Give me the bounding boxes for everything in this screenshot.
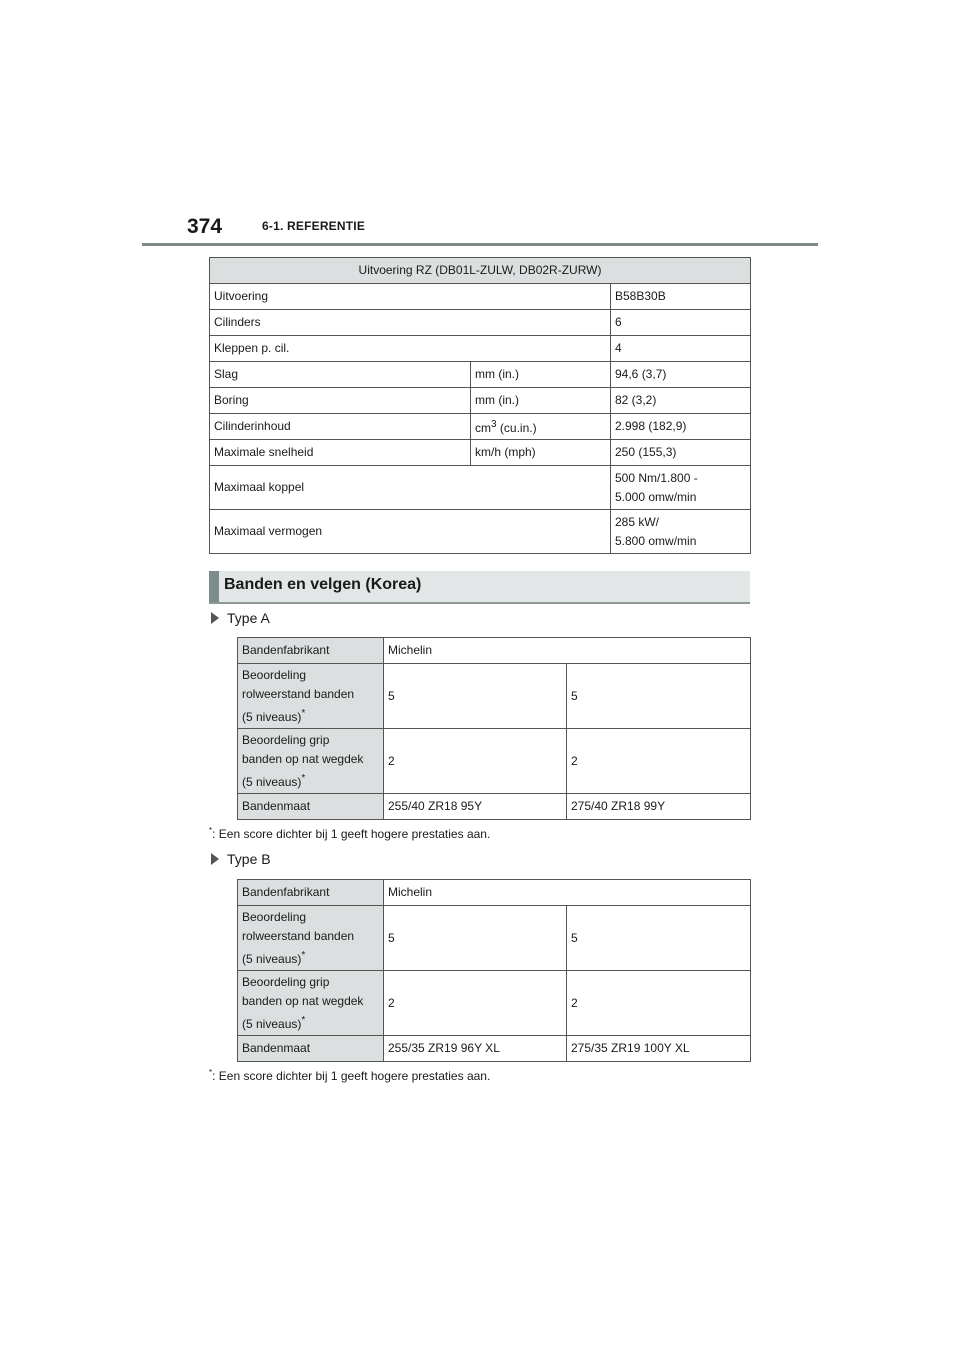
footnote <box>209 826 490 841</box>
header-divider <box>142 243 818 246</box>
type-a-label <box>211 610 270 626</box>
value-line: 285 kW/ <box>615 514 660 529</box>
row-value: 94,6 (3,7) <box>611 362 751 388</box>
row-unit: km/h (mph) <box>471 440 611 466</box>
row-value: 82 (3,2) <box>611 388 751 414</box>
row-label: Maximale snelheid <box>210 440 471 466</box>
footnote-marker: * <box>301 949 306 961</box>
label-line: banden op nat wegdek <box>242 993 364 1008</box>
row-value: 4 <box>611 336 751 362</box>
table-row <box>238 729 751 794</box>
page-number: 374 <box>187 215 223 238</box>
footnote-marker: * <box>301 1014 306 1026</box>
table-row <box>210 284 751 310</box>
label-line: Beoordeling <box>242 667 307 682</box>
value-line: 5.800 omw/min <box>615 533 697 548</box>
table-row <box>210 362 751 388</box>
row-unit: mm (in.) <box>471 388 611 414</box>
table-row <box>210 414 751 440</box>
table-row <box>210 510 751 554</box>
table-header-row <box>210 258 751 284</box>
table-row <box>238 664 751 729</box>
table-row <box>210 388 751 414</box>
footnote-text: : Een score dichter bij 1 geeft hogere prestaties aan. <box>212 827 491 841</box>
row-value: 2.998 (182,9) <box>611 414 751 440</box>
manufacturer-value: Michelin <box>384 880 751 906</box>
triangle-bullet-icon <box>211 612 219 624</box>
row-label: Maximaal koppel <box>210 466 611 510</box>
footnote-marker: * <box>209 1068 213 1077</box>
wet-grip-label <box>238 971 384 1036</box>
value-line: 5.000 omw/min <box>615 489 697 504</box>
row-value: B58B30B <box>611 284 751 310</box>
tyre-size-value: 255/40 ZR18 95Y <box>384 794 567 820</box>
row-value <box>611 510 751 554</box>
section-title: Banden en velgen (Korea) <box>224 576 422 593</box>
manufacturer-value: Michelin <box>384 638 751 664</box>
label-line: Beoordeling grip <box>242 974 330 989</box>
unit-suffix: (cu.in.) <box>496 421 537 435</box>
tyre-size-label: Bandenmaat <box>238 1036 384 1062</box>
rolling-resistance-label <box>238 906 384 971</box>
footnote-marker: * <box>301 772 306 784</box>
table-row <box>210 310 751 336</box>
rating-value: 5 <box>384 664 567 729</box>
table-row <box>210 466 751 510</box>
table-row <box>238 880 751 906</box>
row-unit <box>471 414 611 440</box>
row-value <box>611 466 751 510</box>
rating-value: 5 <box>384 906 567 971</box>
label-line: rolweerstand banden <box>242 686 355 701</box>
type-b-label <box>211 851 271 867</box>
table-row <box>210 336 751 362</box>
rating-value: 2 <box>567 729 751 794</box>
footnote-text: : Een score dichter bij 1 geeft hogere prestaties aan. <box>212 1069 491 1083</box>
manufacturer-label: Bandenfabrikant <box>238 638 384 664</box>
table-row <box>210 440 751 466</box>
tyre-size-value: 275/40 ZR18 99Y <box>567 794 751 820</box>
tyre-size-label: Bandenmaat <box>238 794 384 820</box>
section-heading: 6-1. REFERENTIE <box>262 219 366 233</box>
wet-grip-label <box>238 729 384 794</box>
table-row <box>238 638 751 664</box>
label-line: rolweerstand banden <box>242 928 355 943</box>
type-label-text: Type B <box>227 851 271 867</box>
engine-spec-table <box>209 257 751 554</box>
tyre-size-value: 255/35 ZR19 96Y XL <box>384 1036 567 1062</box>
label-line: Beoordeling <box>242 909 307 924</box>
value-line: 500 Nm/1.800 - <box>615 470 698 485</box>
table-row <box>238 971 751 1036</box>
row-label: Kleppen p. cil. <box>210 336 611 362</box>
rating-value: 2 <box>567 971 751 1036</box>
row-label: Boring <box>210 388 471 414</box>
row-value: 250 (155,3) <box>611 440 751 466</box>
tyre-table-type-a <box>237 637 751 820</box>
rating-value: 2 <box>384 729 567 794</box>
row-label: Maximaal vermogen <box>210 510 611 554</box>
row-unit: mm (in.) <box>471 362 611 388</box>
banner-accent-bar <box>209 571 219 602</box>
tyre-table-type-b <box>237 879 751 1062</box>
label-line: (5 niveaus)* <box>242 772 306 789</box>
footnote-marker: * <box>209 826 213 835</box>
footnote <box>209 1068 490 1083</box>
rolling-resistance-label <box>238 664 384 729</box>
rating-value: 2 <box>384 971 567 1036</box>
table-title: Uitvoering RZ (DB01L-ZULW, DB02R-ZURW) <box>210 258 751 284</box>
manufacturer-label: Bandenfabrikant <box>238 880 384 906</box>
type-label-text: Type A <box>227 610 270 626</box>
label-line: Beoordeling grip <box>242 732 330 747</box>
row-label: Slag <box>210 362 471 388</box>
table-row <box>238 1036 751 1062</box>
label-line: (5 niveaus)* <box>242 1014 306 1031</box>
label-line: (5 niveaus)* <box>242 949 306 966</box>
label-line: banden op nat wegdek <box>242 751 364 766</box>
row-label: Cilinders <box>210 310 611 336</box>
triangle-bullet-icon <box>211 853 219 865</box>
table-row <box>238 794 751 820</box>
label-line: (5 niveaus)* <box>242 707 306 724</box>
row-value: 6 <box>611 310 751 336</box>
section-banner <box>209 571 750 604</box>
unit-base: cm <box>475 421 491 435</box>
row-label: Cilinderinhoud <box>210 414 471 440</box>
rating-value: 5 <box>567 906 751 971</box>
table-row <box>238 906 751 971</box>
row-label: Uitvoering <box>210 284 611 310</box>
footnote-marker: * <box>301 707 306 719</box>
tyre-size-value: 275/35 ZR19 100Y XL <box>567 1036 751 1062</box>
rating-value: 5 <box>567 664 751 729</box>
unit-superscript: 3 <box>491 419 497 430</box>
